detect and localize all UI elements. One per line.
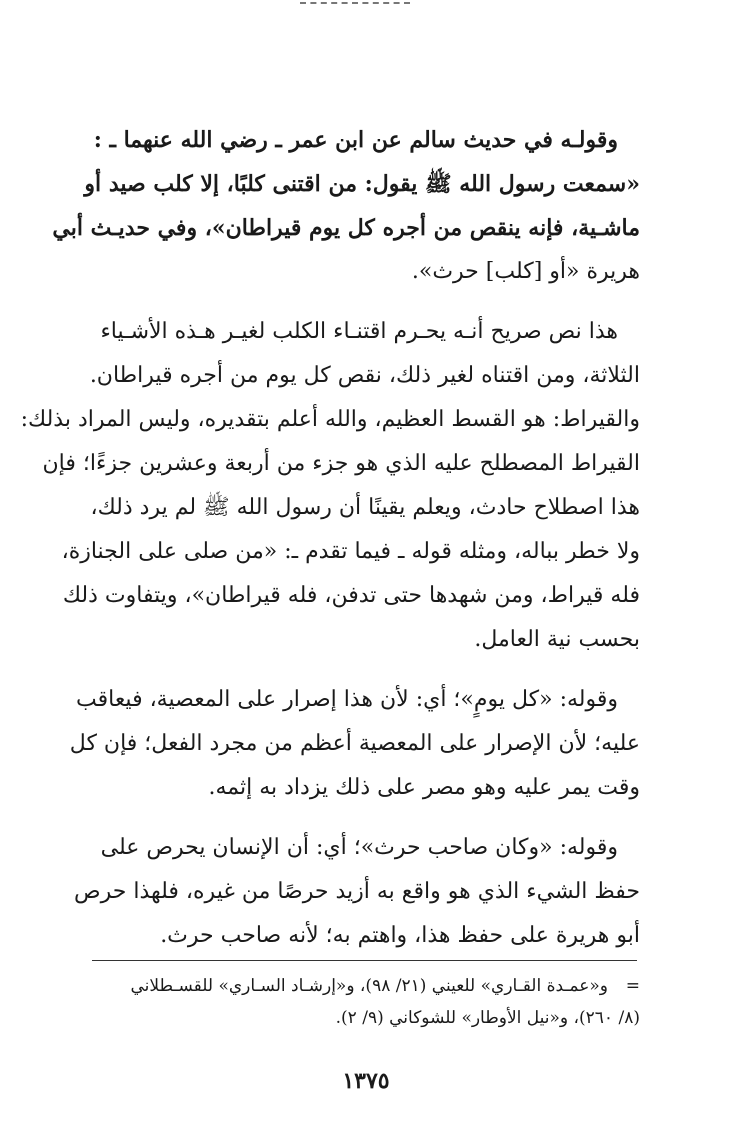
text-line: وقوله: «وكان صاحب حرث»؛ أي: أن الإنسان يحرص على <box>100 835 618 860</box>
text-line: هذا اصطلاح حادث، ويعلم يقينًا أن رسول الله ﷺ لم يرد ذلك، <box>90 495 640 520</box>
text-line: والقيراط: هو القسط العظيم، والله أعلم بتقديره، وليس المراد بذلك: <box>20 407 640 432</box>
paragraph-explanation <box>20 310 640 662</box>
footnotes <box>95 970 640 1034</box>
text-line: وقت يمر عليه وهو مصر على ذلك يزداد به إثمه. <box>208 775 640 800</box>
text-line: فله قيراط، ومن شهدها حتى تدفن، فله قيراطان»، ويتفاوت ذلك <box>62 583 640 608</box>
top-margin-mark <box>300 2 410 7</box>
text-line: هذا نص صريح أنـه يحـرم اقتنـاء الكلب لغيـر هـذه الأشـياء <box>100 319 618 344</box>
text-line: وقولـه في حديث سالم عن ابن عمر ـ رضي الله عنهما ـ : <box>93 127 618 153</box>
footnote-continuation-marker: = <box>625 976 640 996</box>
text-line: بحسب نية العامل. <box>474 627 640 652</box>
main-text <box>20 118 640 974</box>
page-number: ١٣٧٥ <box>342 1068 390 1094</box>
footnote-text: (٨/ ٢٦٠)، و«نيل الأوطار» للشوكاني (٩/ ٢). <box>335 1008 640 1028</box>
text-line: هريرة «أو [كلب] حرث». <box>411 259 640 284</box>
text-line: ماشـية، فإنه ينقص من أجره كل يوم قيراطان»، وفي حديـث أبي <box>52 215 640 241</box>
footnote-line <box>95 970 640 1002</box>
text-line: وقوله: «كل يومٍ»؛ أي: لأن هذا إصرار على المعصية، فيعاقب <box>76 687 618 712</box>
text-line: الثلاثة، ومن اقتناه لغير ذلك، نقص كل يوم من أجره قيراطان. <box>89 363 640 388</box>
footnote-line <box>95 1002 640 1034</box>
text-line: حفظ الشيء الذي هو واقع به أزيد حرصًا من غيره، فلهذا حرص <box>74 879 640 904</box>
text-line: أبو هريرة على حفظ هذا، واهتم به؛ لأنه صاحب حرث. <box>160 923 640 948</box>
text-line: عليه؛ لأن الإصرار على المعصية أعظم من مجرد الفعل؛ فإن كل <box>69 731 640 756</box>
paragraph-every-day <box>69 678 640 810</box>
text-line: «سمعت رسول الله ﷺ يقول: من اقتنى كلبًا، إلا كلب صيد أو <box>84 171 640 197</box>
text-line: ولا خطر بباله، ومثله قوله ـ فيما تقدم ـ: «من صلى على الجنازة، <box>61 539 640 564</box>
paragraph-hadith-quote <box>52 118 640 294</box>
footnote-text: و«عمـدة القـاري» للعيني (٢١/ ٩٨)، و«إرشـاد السـاري» للقسـطلاني <box>130 976 608 996</box>
paragraph-owner-of-crops <box>74 826 640 958</box>
footnote-divider <box>92 960 637 961</box>
text-line: القيراط المصطلح عليه الذي هو جزء من أربعة وعشرين جزءًا؛ فإن <box>42 451 640 476</box>
